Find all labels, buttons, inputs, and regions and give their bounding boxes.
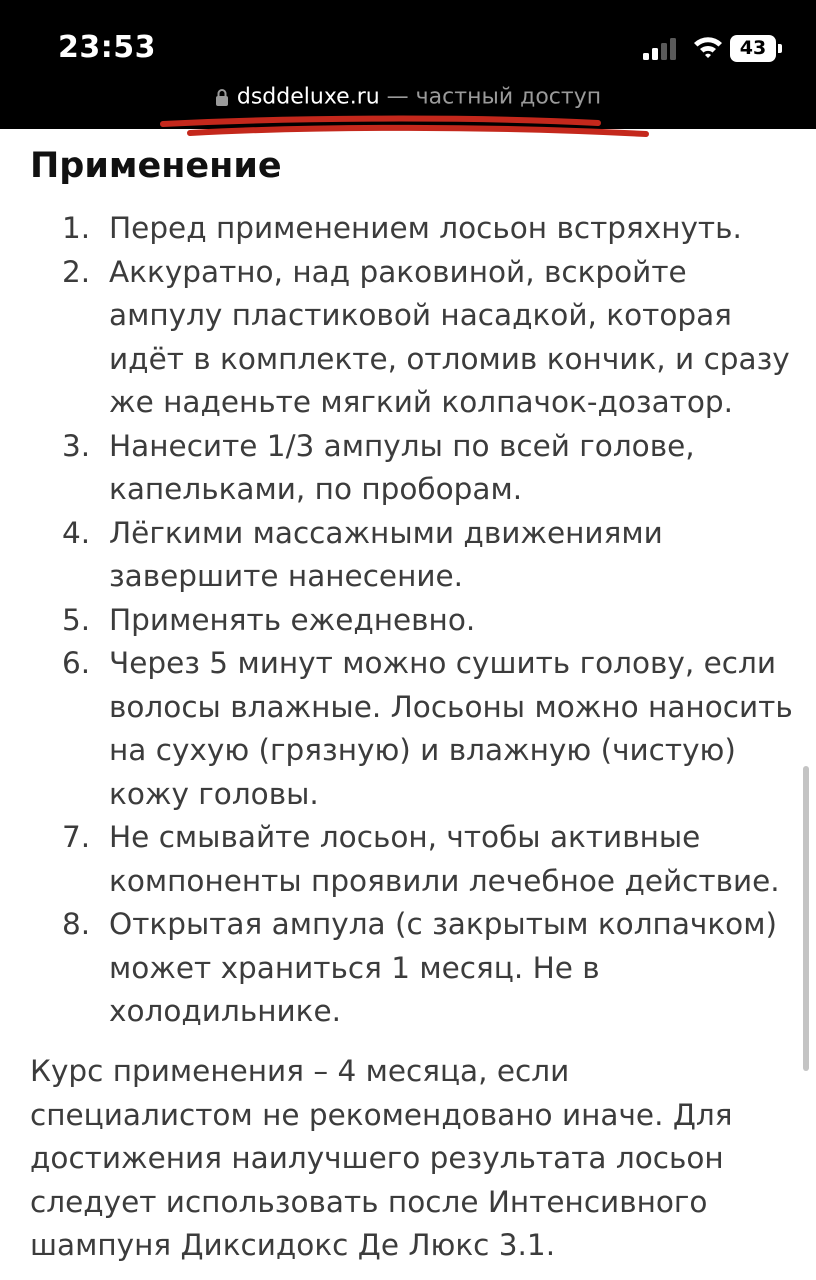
list-item xyxy=(0,425,816,512)
step-number: 6. xyxy=(62,646,91,680)
step-number: 4. xyxy=(62,515,91,550)
scrollbar[interactable] xyxy=(803,766,809,1071)
step-text: Лёгкими массажными движениями завершите нанесение. xyxy=(109,515,663,593)
course-paragraph: Курс применения – 4 месяца, если специалистом не рекомендовано иначе. Для достижения наилучшего результата лосьон следует использовать после Интенсивного шампуня Диксидокс Де Люкс 3.1. xyxy=(30,1054,733,1262)
step-number: 2. xyxy=(62,254,91,289)
status-bar xyxy=(0,0,816,129)
list-item xyxy=(0,642,816,816)
clock: 23:53 xyxy=(58,30,156,65)
step-number: 1. xyxy=(62,211,91,245)
step-text: Открытая ампула (с закрытым колпачком) может храниться 1 месяц. Не в холодильнике. xyxy=(109,907,777,1028)
article-content xyxy=(0,129,816,1280)
step-number: 7. xyxy=(62,820,91,854)
list-item xyxy=(0,512,816,599)
section-heading: Применение xyxy=(30,146,282,186)
step-text: Аккуратно, над раковиной, вскройте ампулу пластиковой насадкой, которая идёт в комплекте, отломив кончик, и сразу же наденьте мягкий колпачок-дозатор. xyxy=(109,254,790,419)
address-bar[interactable] xyxy=(0,84,816,118)
step-text: Применять ежедневно. xyxy=(109,602,476,637)
lock-icon xyxy=(215,88,229,106)
url-domain: dsddeluxe.ru xyxy=(236,84,380,110)
step-text: Не смывайте лосьон, чтобы активные компоненты проявили лечебное действие. xyxy=(109,820,780,898)
cellular-signal-icon xyxy=(643,38,681,60)
url-access-label: — частный доступ xyxy=(379,84,602,110)
battery-tip xyxy=(778,44,782,53)
step-number: 5. xyxy=(62,602,91,637)
list-item xyxy=(0,903,816,1034)
wifi-icon xyxy=(692,34,724,60)
step-number: 3. xyxy=(62,428,91,463)
list-item xyxy=(0,251,816,425)
list-item xyxy=(0,207,816,251)
battery-indicator xyxy=(730,35,782,62)
list-item xyxy=(0,816,816,903)
step-text: Через 5 минут можно сушить голову, если волосы влажные. Лосьоны можно наносить на сухую (грязную) и влажную (чистую) кожу головы. xyxy=(109,646,793,811)
battery-level: 43 xyxy=(739,37,767,59)
step-text: Нанесите 1/3 ампулы по всей голове, капельками, по проборам. xyxy=(109,428,695,506)
step-number: 8. xyxy=(62,907,91,941)
steps-list xyxy=(0,207,816,1034)
step-text: Перед применением лосьон встряхнуть. xyxy=(109,211,742,245)
list-item xyxy=(0,599,816,643)
